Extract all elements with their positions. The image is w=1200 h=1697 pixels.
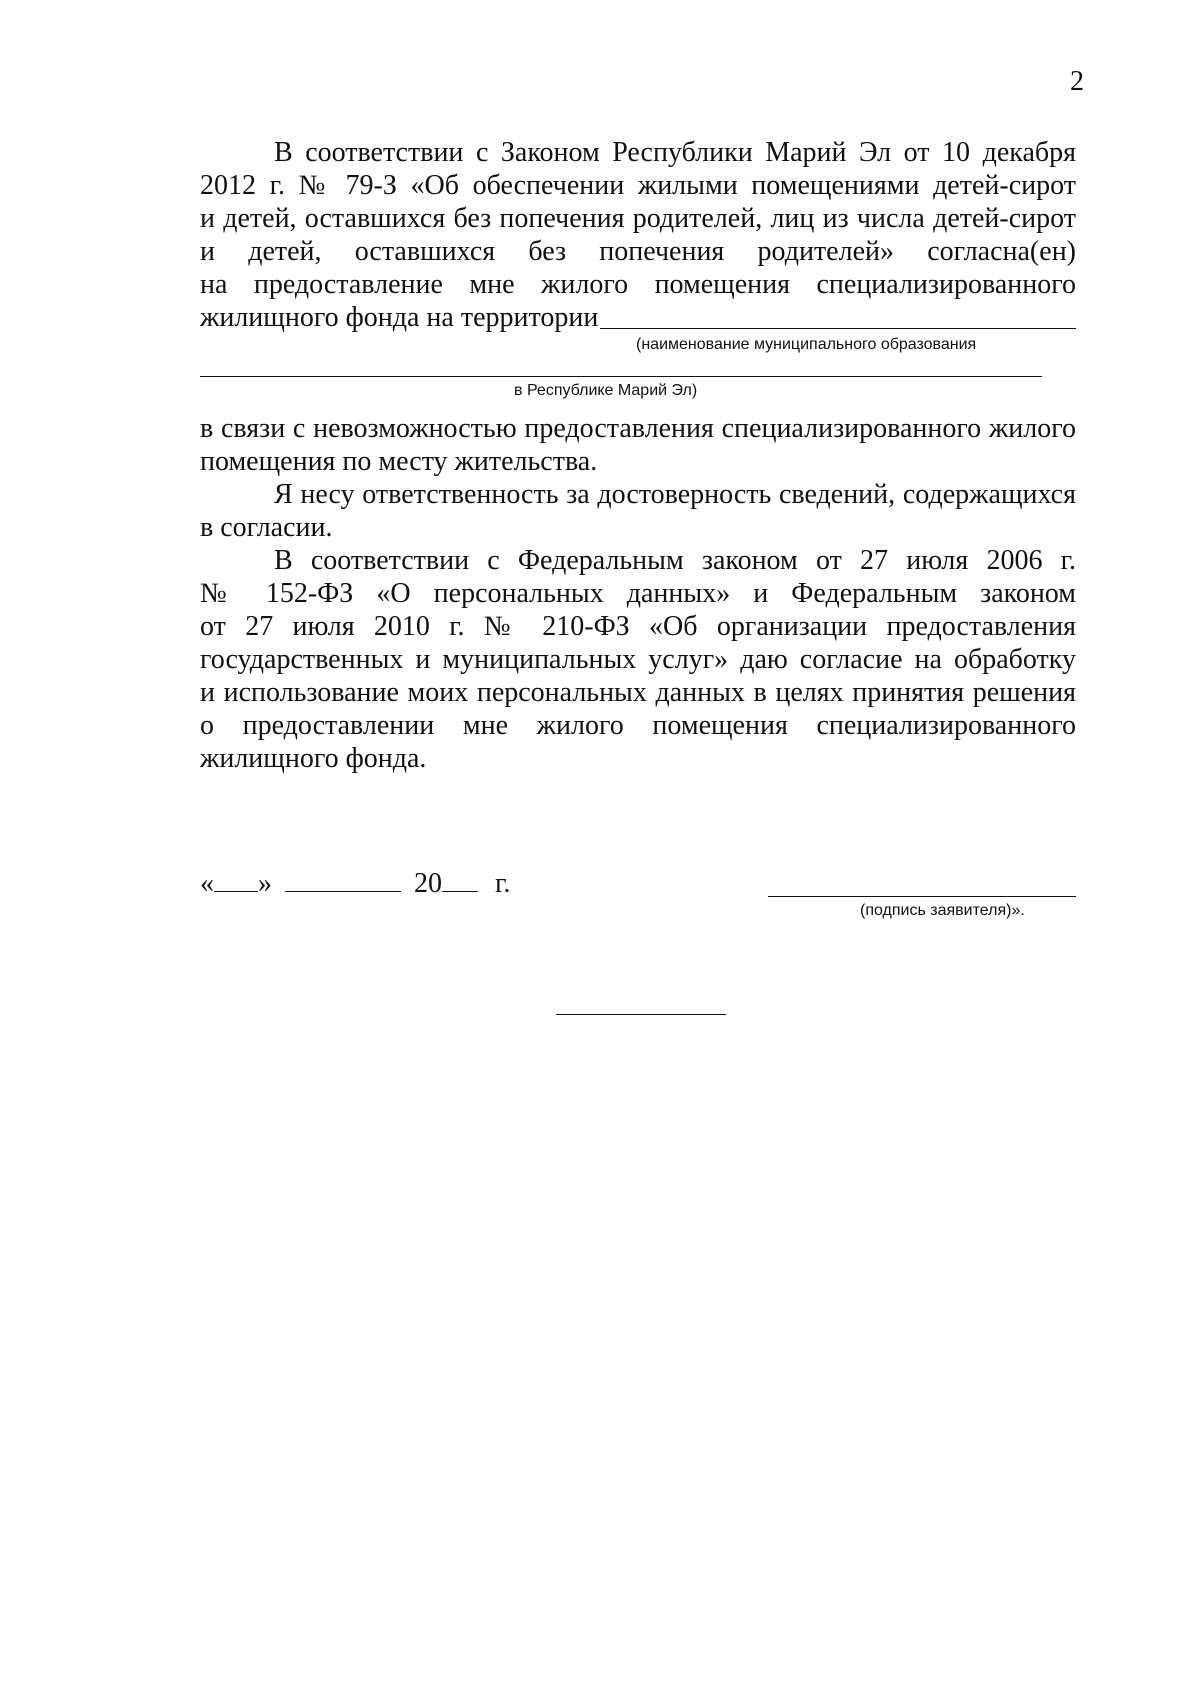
text-line: жилищного фонда. — [200, 743, 427, 774]
text-line: 2012 г. № 79-З «Об обеспечении жилыми помещениями детей-сирот — [200, 170, 1076, 201]
text-line: о предоставлении мне жилого помещения специализированного — [200, 710, 1076, 741]
text-line: от 27 июля 2010 г. № 210-ФЗ «Об организации предоставления — [200, 611, 1076, 642]
text-line: и детей, оставшихся без попечения родителей» согласна(ен) — [200, 236, 1076, 267]
year-prefix: 20 — [414, 868, 442, 899]
signature-hint: (подпись заявителя)». — [860, 902, 1025, 919]
text-line: на предоставление мне жилого помещения специализированного — [200, 269, 1076, 300]
month-blank[interactable] — [285, 890, 401, 892]
text-line: помещения по месту жительства. — [200, 446, 598, 477]
republic-blank-line[interactable] — [200, 376, 1042, 377]
quote-open: « — [200, 868, 214, 899]
page-number: 2 — [1070, 66, 1084, 97]
text-line: в согласии. — [200, 512, 333, 543]
closing-separator-line — [556, 1014, 726, 1015]
text-line: В соответствии с Федеральным законом от 27 июля 2006 г. — [274, 545, 1076, 576]
text-line: в связи с невозможностью предоставления специализированного жилого — [200, 413, 1076, 444]
text-line: и использование моих персональных данных в целях принятия решения — [200, 677, 1076, 708]
signature-blank-line[interactable] — [768, 896, 1076, 897]
text-line: государственных и муниципальных услуг» даю согласие на обработку — [200, 644, 1076, 675]
year-blank[interactable] — [442, 890, 478, 892]
republic-hint: в Республике Марий Эл) — [514, 382, 698, 399]
municipality-hint: (наименование муниципального образования — [636, 336, 977, 353]
text-line: и детей, оставшихся без попечения родителей, лиц из числа детей-сирот — [200, 203, 1076, 234]
municipality-blank-line[interactable] — [600, 328, 1076, 329]
year-suffix: г. — [495, 868, 511, 899]
text-line: жилищного фонда на территории — [200, 302, 599, 333]
quote-close: » — [258, 868, 272, 899]
day-blank[interactable] — [214, 890, 258, 892]
date-field — [200, 868, 510, 900]
text-line: В соответствии с Законом Республики Марий Эл от 10 декабря — [274, 137, 1076, 168]
text-line: № 152-ФЗ «О персональных данных» и Федеральным законом — [200, 578, 1076, 609]
text-line: Я несу ответственность за достоверность сведений, содержащихся — [274, 479, 1076, 510]
